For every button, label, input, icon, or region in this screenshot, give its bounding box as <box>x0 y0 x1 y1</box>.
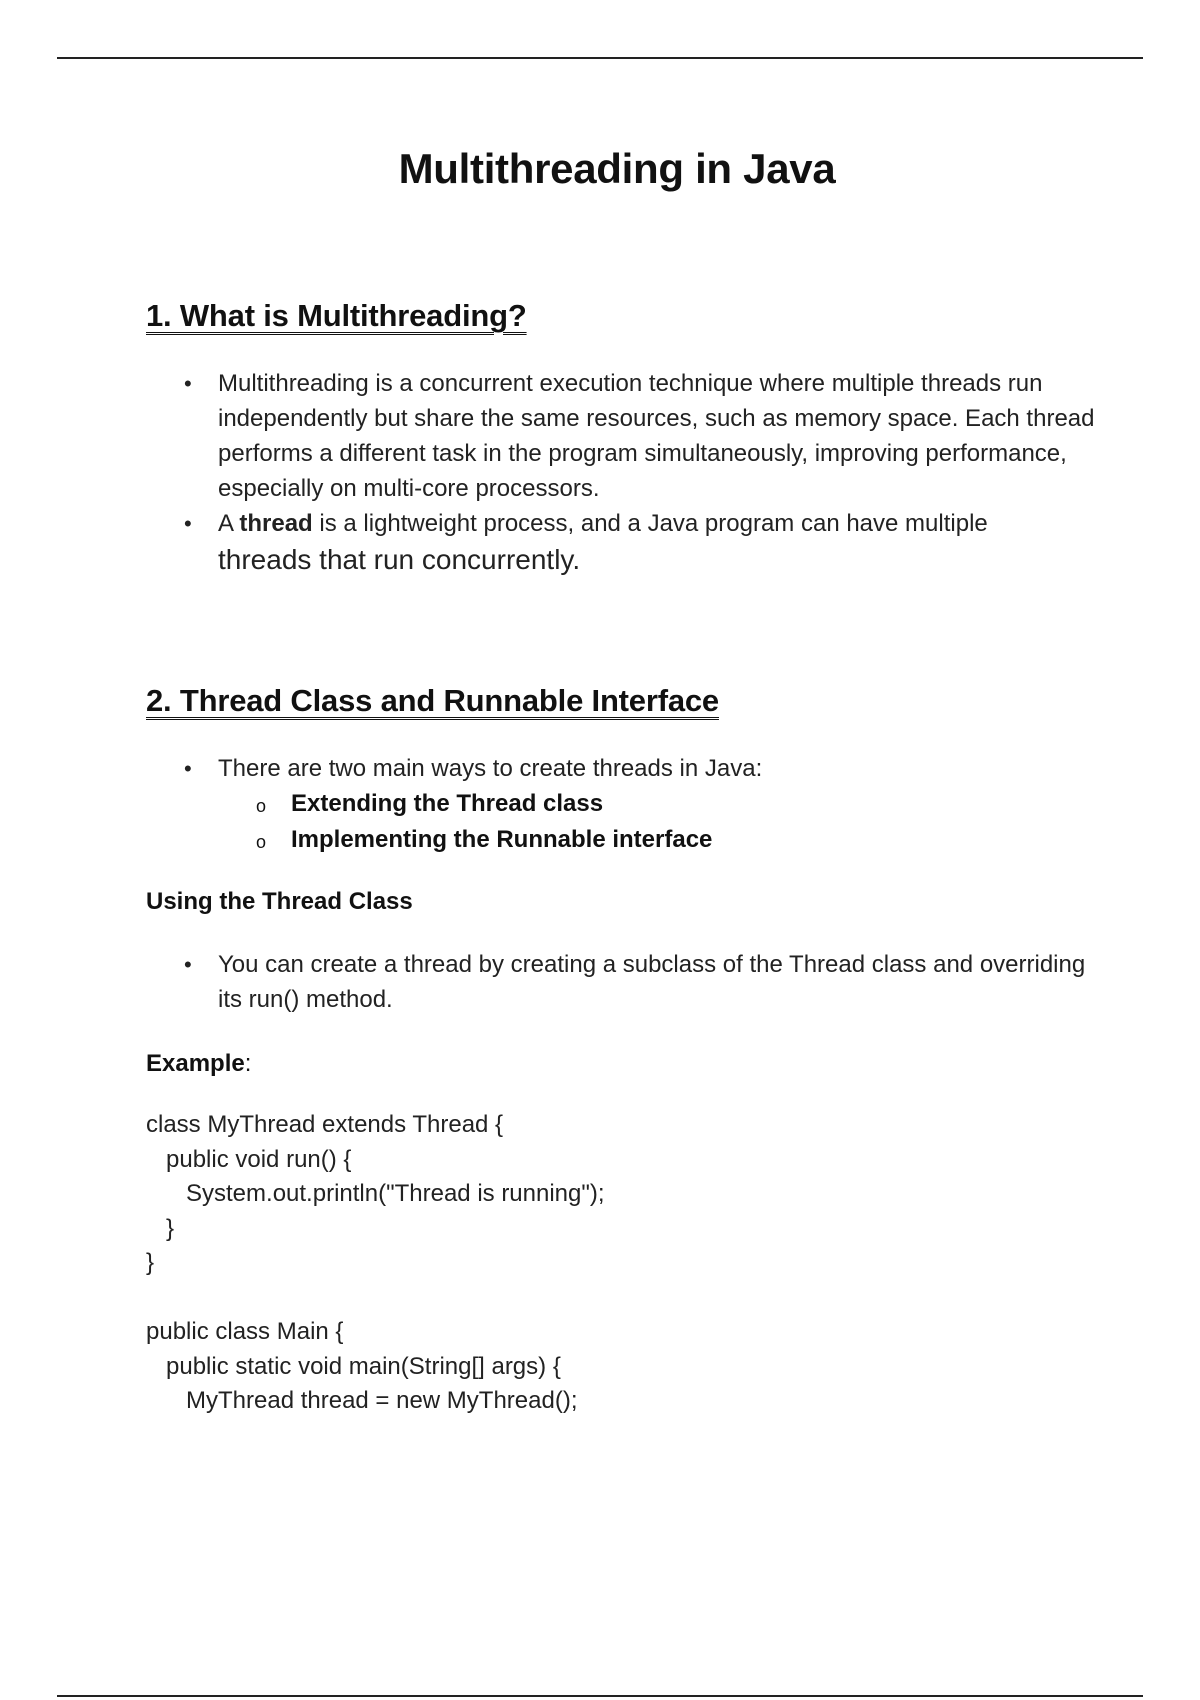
bottom-rule <box>57 1695 1143 1697</box>
bullet-text-pre: A <box>218 510 240 537</box>
bullet-icon: • <box>184 371 192 396</box>
using-bullets <box>146 947 1096 1017</box>
using-thread-class-heading: Using the Thread Class <box>146 888 413 915</box>
example-label-text: Example <box>146 1050 245 1077</box>
top-rule <box>57 57 1143 59</box>
sub-bullet-icon: o <box>256 832 267 852</box>
bullet-icon: • <box>184 952 192 977</box>
sub-item-text: Extending the Thread class <box>291 790 604 817</box>
sub-list-item <box>218 822 1096 858</box>
section-2-heading: 2. Thread Class and Runnable Interface <box>146 683 719 718</box>
section-1-bullets <box>146 366 1096 579</box>
sub-item-text: Implementing the Runnable interface <box>291 826 713 853</box>
code-example: class MyThread extends Thread { public void run() { System.out.println("Thread is running"); } } public class Main { public static void main(String[] args) { MyThread thread = new MyThread(); <box>146 1111 605 1414</box>
list-item <box>146 366 1098 506</box>
bullet-icon: • <box>184 511 192 536</box>
bullet-text: You can create a thread by creating a subclass of the Thread class and overriding its run() method. <box>218 951 1086 1013</box>
bullet-text-mid: is a lightweight process, and a Java program can have multiple <box>312 510 988 537</box>
example-colon: : <box>244 1050 252 1077</box>
bullet-text-bold: thread <box>239 510 313 537</box>
section-2-bullets <box>146 751 1096 858</box>
section-1-heading: 1. What is Multithreading? <box>146 298 527 333</box>
list-item <box>146 506 1096 579</box>
ways-sublist <box>218 786 1096 858</box>
bullet-icon: • <box>184 756 192 781</box>
bullet-text-end: threads that run concurrently. <box>218 544 581 575</box>
list-item <box>146 751 1096 858</box>
list-item <box>146 947 1098 1017</box>
sub-list-item <box>218 786 1096 822</box>
page-title: Multithreading in Java <box>398 145 836 192</box>
sub-bullet-icon: o <box>256 796 267 816</box>
example-label <box>146 1050 251 1078</box>
bullet-text: Multithreading is a concurrent execution technique where multiple threads run independently but share the same resources, such as memory space. Each thread performs a different task in the program simultaneously, improving performance, especially on multi-core processors. <box>218 370 1095 502</box>
bullet-text: There are two main ways to create threads in Java: <box>218 755 763 782</box>
